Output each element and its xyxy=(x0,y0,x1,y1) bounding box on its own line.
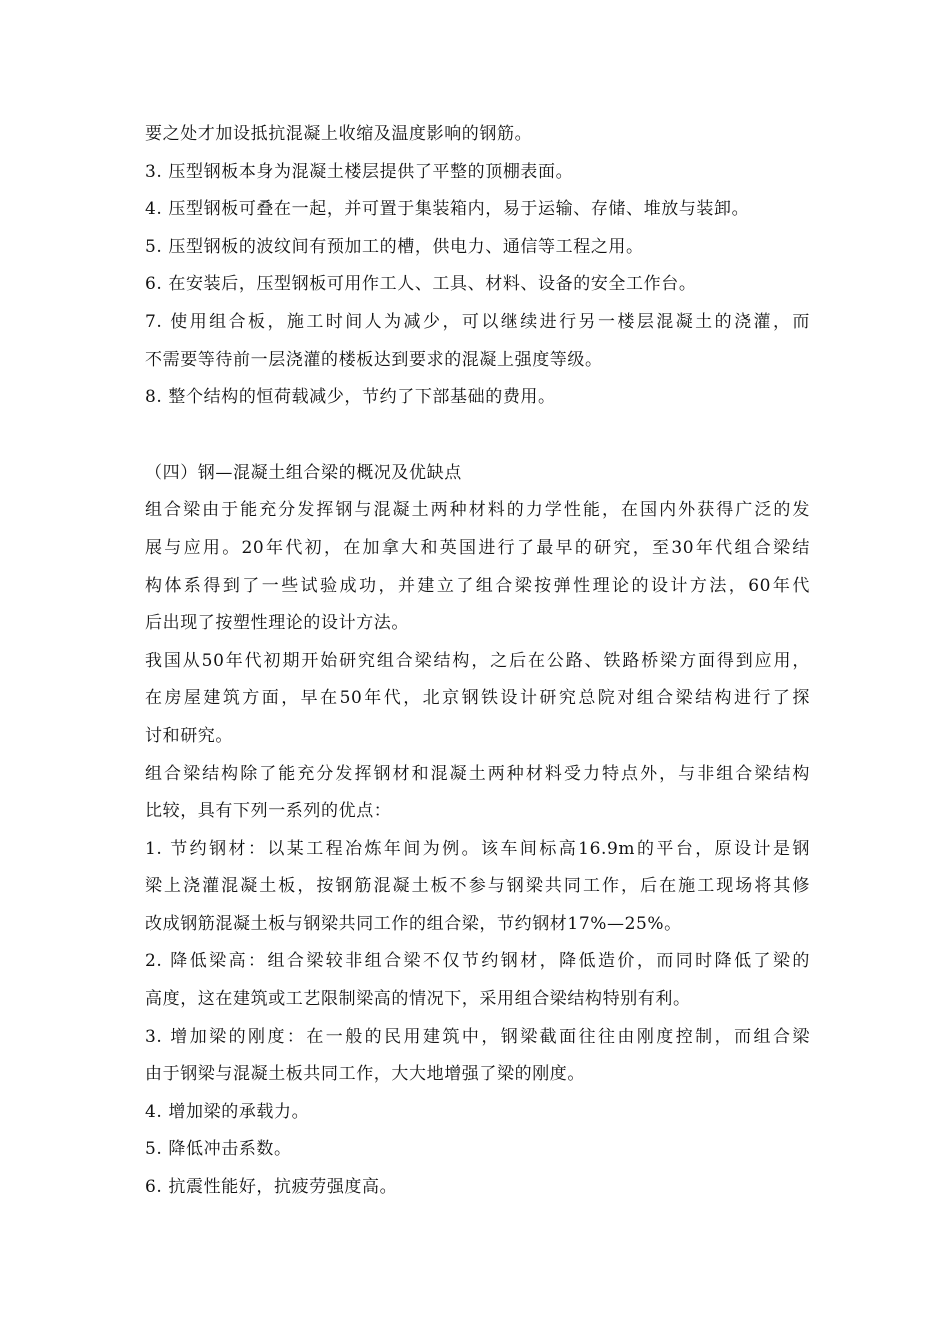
advantage-item-6: 6. 抗震性能好，抗疲劳强度高。 xyxy=(145,1177,398,1198)
advantage-item-1: 1. 节约钢材：以某工程冶炼年间为例。该车间标高16.9m的平台，原设计是钢 xyxy=(145,838,810,859)
paragraph-line: 后出现了按塑性理论的设计方法。 xyxy=(145,613,409,634)
advantage-item-2: 2. 降低梁高：组合梁较非组合梁不仅节约钢材，降低造价，而同时降低了梁的 xyxy=(145,951,810,972)
document-body xyxy=(145,116,810,1207)
paragraph-line: 构体系得到了一些试验成功，并建立了组合梁按弹性理论的设计方法，60年代 xyxy=(145,575,810,596)
paragraph-line: 比较，具有下列一系列的优点： xyxy=(145,801,392,822)
list-item-8: 8. 整个结构的恒荷载减少，节约了下部基础的费用。 xyxy=(145,387,556,408)
list-item-3: 3. 压型钢板本身为混凝土楼层提供了平整的顶棚表面。 xyxy=(145,161,574,182)
list-item-4: 4. 压型钢板可叠在一起，并可置于集装箱内，易于运输、存储、堆放与装卸。 xyxy=(145,199,750,220)
paragraph-line: 我国从50年代初期开始研究组合梁结构，之后在公路、铁路桥梁方面得到应用， xyxy=(145,650,810,671)
section-gap xyxy=(145,417,810,455)
advantage-item-2-continued: 高度，这在建筑或工艺限制梁高的情况下，采用组合梁结构特别有利。 xyxy=(145,989,691,1010)
advantage-item-1-continued: 梁上浇灌混凝土板，按钢筋混凝土板不参与钢梁共同工作，后在施工现场将其修 xyxy=(145,876,810,897)
list-item-5: 5. 压型钢板的波纹间有预加工的槽，供电力、通信等工程之用。 xyxy=(145,236,644,257)
advantage-item-4: 4. 增加梁的承载力。 xyxy=(145,1101,310,1122)
section-heading: （四）钢—混凝土组合梁的概况及优缺点 xyxy=(145,462,462,483)
advantage-item-3-continued: 由于钢梁与混凝土板共同工作，大大地增强了梁的刚度。 xyxy=(145,1064,585,1085)
paragraph-line: 讨和研究。 xyxy=(145,725,233,746)
paragraph-line: 组合梁由于能充分发挥钢与混凝土两种材料的力学性能，在国内外获得广泛的发 xyxy=(145,500,810,521)
paragraph-line: 在房屋建筑方面，早在50年代，北京钢铁设计研究总院对组合梁结构进行了探 xyxy=(145,688,810,709)
paragraph-line: 组合梁结构除了能充分发挥钢材和混凝土两种材料受力特点外，与非组合梁结构 xyxy=(145,763,810,784)
advantage-item-1-continued: 改成钢筋混凝土板与钢梁共同工作的组合梁，节约钢材17%—25%。 xyxy=(145,913,682,934)
advantage-item-3: 3. 增加梁的刚度：在一般的民用建筑中，钢梁截面往往由刚度控制，而组合梁 xyxy=(145,1026,810,1047)
list-item-7: 7. 使用组合板，施工时间人为减少，可以继续进行另一楼层混凝土的浇灌，而 xyxy=(145,311,810,332)
paragraph-line: 展与应用。20年代初，在加拿大和英国进行了最早的研究，至30年代组合梁结 xyxy=(145,537,810,558)
list-item-7-continued: 不需要等待前一层浇灌的楼板达到要求的混凝上强度等级。 xyxy=(145,349,603,370)
list-item-6: 6. 在安装后，压型钢板可用作工人、工具、材料、设备的安全工作台。 xyxy=(145,274,697,295)
paragraph-line: 要之处才加设抵抗混凝上收缩及温度影响的钢筋。 xyxy=(145,124,533,144)
advantage-item-5: 5. 降低冲击系数。 xyxy=(145,1139,292,1160)
